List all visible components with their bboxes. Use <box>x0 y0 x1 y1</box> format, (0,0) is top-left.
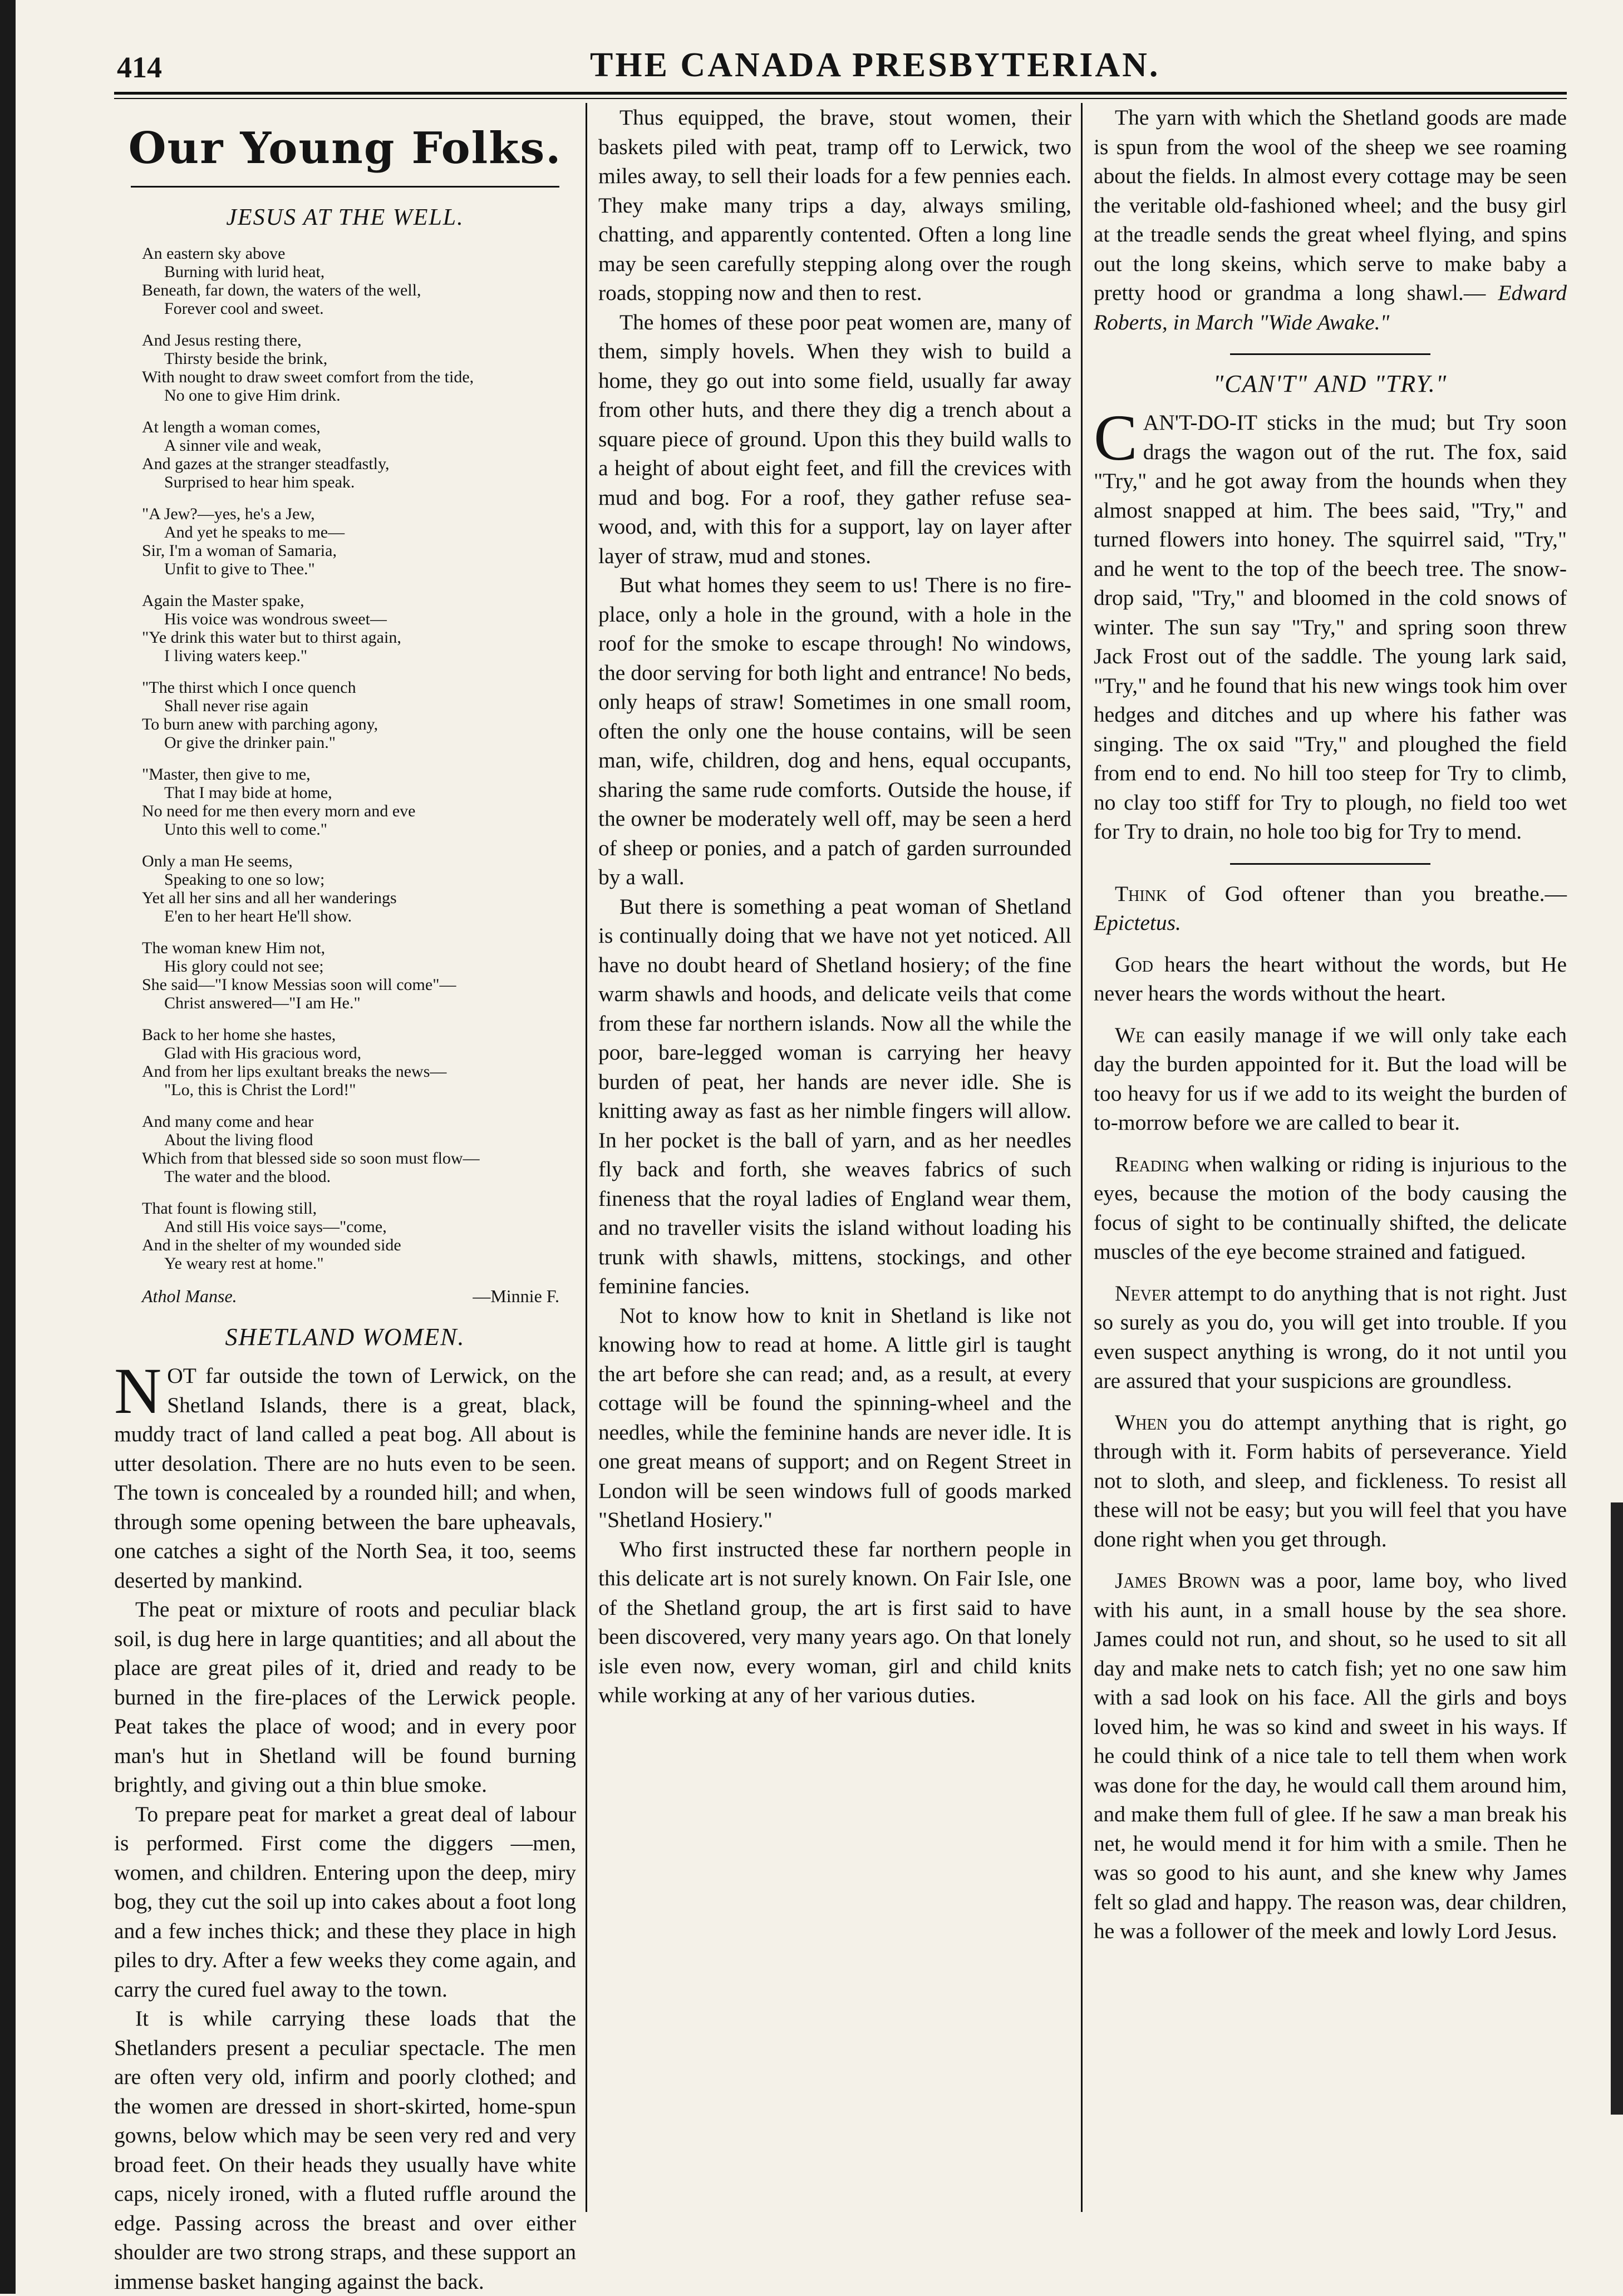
poem-stanza <box>142 592 576 665</box>
section-title: Our Young Folks. <box>128 123 562 174</box>
poem-line: Thirsty beside the brink, <box>164 349 328 368</box>
poem-line: Back to her home she hastes, <box>142 1026 336 1044</box>
drop-cap: N <box>114 1354 162 1427</box>
maxim-lead: James Brown <box>1115 1568 1240 1593</box>
column-rule-2 <box>1081 103 1083 2212</box>
poem-line: That fount is flowing still, <box>142 1199 317 1218</box>
poem-stanza <box>142 418 576 491</box>
poem-line: And yet he speaks to me— <box>164 523 345 541</box>
poem-line: His voice was wondrous sweet— <box>164 610 387 628</box>
poem-stanza <box>142 1112 576 1186</box>
paragraph: But what homes they seem to us! There is no fire-place, only a hole in the ground, with a hole in the roof for the smoke to escape through! No windows, the door serving for both light and entrance! No beds, only heaps of straw! Sometimes in one small room, often the only one the house contains, will be seen man, wife, children, dog and hens, equal occupants, sharing the same rude comforts. Outside the house, if the owner be moderately well off, may be seen a herd of sheep or ponies, and a patch of garden surrounded by a wall. <box>598 573 1071 889</box>
poem-place: Athol Manse. <box>142 1286 237 1306</box>
article-title-shetland: SHETLAND WOMEN. <box>225 1323 465 1351</box>
poem-line: Again the Master spake, <box>142 592 304 610</box>
maxim-lead: God <box>1115 952 1153 977</box>
poem-line: Sir, I'm a woman of Samaria, <box>142 541 337 560</box>
poem-line: "A Jew?—yes, he's a Jew, <box>142 505 315 523</box>
journal-title: THE CANADA PRESBYTERIAN. <box>590 46 1160 84</box>
drop-cap: C <box>1094 401 1138 474</box>
page-number: 414 <box>117 51 162 84</box>
poem-line: The water and the blood. <box>164 1167 331 1186</box>
article-attribution: Edward Roberts, in March "Wide Awake." <box>1094 280 1567 334</box>
poem-line: Ye weary rest at home." <box>164 1254 324 1273</box>
paragraph: The yarn with which the Shetland goods are made is spun from the wool of the sheep we see roaming about the fields. In almost every cottage may be seen the veritable old-fashioned wheel; and the busy girl at the treadle sends the great wheel flying, and spins out the long skeins, which serve to make baby a pretty hood or grandma a long shawl.— Edward Roberts, in March "Wide Awake." <box>1094 105 1567 334</box>
paragraph: Who first instructed these far northern people in this delicate art is not surely known. On Fair Isle, one of the Shetland group, the art is first said to have been discovered, very many years ago. On that lonely isle even now, every woman, girl and child knits while working at any of her various duties. <box>598 1536 1071 1707</box>
poem-line: With nought to draw sweet comfort from the tide, <box>142 368 474 386</box>
poem-stanza <box>142 1199 576 1273</box>
maxim-lead: When <box>1115 1410 1168 1435</box>
paragraph: To prepare peat for market a great deal of labour is performed. First come the diggers —men, women, and children. Entering upon the deep, miry bog, they cut the soil up into cakes about a foot long and a few inches thick; and these they place in high piles to dry. After a few weeks they come again, and carry the cured fuel away to the town. <box>114 1801 576 2002</box>
column-1 <box>114 103 576 2294</box>
paragraph: But there is something a peat woman of Shetland is continually doing that we have not yet noticed. All have no doubt heard of Shetland hosiery; of the fine warm shawls and hoods, and delicate veils that come from these far northern islands. Now all the while the poor, bare-legged woman is carrying her heavy burden of peat, her hands are never idle. She is knitting away as fast as her nimble fingers will allow. In her pocket is the ball of yarn, and as her needles fly back and forth, she weaves fabrics of such fineness that the royal ladies of England wear them, and no traveller visits the island without loading his trunk with shawls, mittens, stockings, and other feminine fancies. <box>598 894 1071 1298</box>
paragraph: Thus equipped, the brave, stout women, their baskets piled with peat, tramp off to Lerwick, two miles away, to sell their loads for a few pennies each. They make many trips a day, always smiling, chatting, and apparently contented. Often a long line may be seen carefully stepping along over the rough roads, stopping now and then to rest. <box>598 105 1071 305</box>
section-divider <box>1230 863 1430 865</box>
poem-stanza <box>142 678 576 752</box>
section-rule <box>131 186 559 188</box>
poem-line: E'en to her heart He'll show. <box>164 907 352 925</box>
poem-line: And still His voice says—"come, <box>164 1218 387 1236</box>
maxim-paragraph: Never attempt to do anything that is not right. Just so surely as you do, you will get into trouble. If you even suspect anything is wrong, do it not until you are assured that your suspicions are groundless. <box>1094 1280 1567 1393</box>
poem-line: And in the shelter of my wounded side <box>142 1236 401 1254</box>
poem-line: Beneath, far down, the waters of the well, <box>142 281 421 299</box>
poem-signoff <box>114 1286 576 1310</box>
poem-line: His glory could not see; <box>164 957 324 975</box>
poem-line: "Ye drink this water but to thirst again, <box>142 628 401 647</box>
poem-stanza <box>142 331 576 405</box>
poem-line: And gazes at the stranger steadfastly, <box>142 455 390 473</box>
paragraph: CAN'T-DO-IT sticks in the mud; but Try soon drags the wagon out of the rut. The fox, said "Try," and he got away from the hounds when they almost snapped at him. The bees said, "Try," and turned flowers into honey. The squirrel said, "Try," and he went to the top of the beech tree. The snow-drop said, "Try," and bloomed in the cold snows of winter. The sun say "Try," and spring soon threw Jack Frost out of the saddle. The young lark said, "Try," and he found that his new wings took him over hedges and ditches and up where his father was singing. The ox said "Try," and ploughed the field from end to end. No hill too steep for Try to climb, no clay too stiff for Try to plough, no field too wet for Try to drain, no hole too big for Try to mend. <box>1094 401 1567 844</box>
poem-line: Shall never rise again <box>164 697 309 715</box>
maxim-paragraph: Reading when walking or riding is injurious to the eyes, because the motion of the body causing the focus of sight to be continually shifted, the delicate muscles of the eye become strained and fatigued. <box>1094 1151 1567 1264</box>
paragraph: The homes of these poor peat women are, many of them, simply hovels. When they wish to build a home, they go out into some field, usually far away from other huts, and there they dig a trench about a square piece of ground. Upon this they build walls to a height of about eight feet, and fill the crevices with mud and bog. For a roof, they gather refuse sea-wood, and, with this for a support, lay on layer after layer of straw, mud and stones. <box>598 309 1071 568</box>
poem-line: And Jesus resting there, <box>142 331 302 349</box>
poem-line: The woman knew Him not, <box>142 939 326 957</box>
maxim-lead: Never <box>1115 1280 1172 1305</box>
header-rule-thin <box>114 98 1567 99</box>
column-2 <box>598 103 1071 2212</box>
page-edge-shadow <box>1611 1502 1623 2115</box>
poem-line: No one to give Him drink. <box>164 386 341 405</box>
maxim-paragraph: We can easily manage if we will only take each day the burden appointed for it. But the load will be too heavy for us if we add to its weight the burden of to-morrow before we are called to bear it. <box>1094 1022 1567 1135</box>
poem-line: And from her lips exultant breaks the news— <box>142 1062 447 1081</box>
maxim-paragraph: Think of God oftener than you breathe.—Epictetus. <box>1094 881 1567 935</box>
poem-stanza <box>142 852 576 925</box>
maxim-lead: Think <box>1115 881 1168 906</box>
page-header <box>117 46 1564 96</box>
section-divider <box>1230 353 1430 355</box>
poem-body <box>114 244 576 1273</box>
poem-line: At length a woman comes, <box>142 418 321 436</box>
poem-line: Speaking to one so low; <box>164 870 325 889</box>
poem-line: "The thirst which I once quench <box>142 678 356 697</box>
poem-line: An eastern sky above <box>142 244 286 263</box>
poem-line: A sinner vile and weak, <box>164 436 322 455</box>
poem-line: Unfit to give to Thee." <box>164 560 315 578</box>
poem-line: And many come and hear <box>142 1112 314 1131</box>
poem-line: Surprised to hear him speak. <box>164 473 355 491</box>
paragraph: NOT far outside the town of Lerwick, on the Shetland Islands, there is a great, black, muddy tract of land called a peat bog. All about is utter desolation. There are no huts even to be seen. The town is concealed by a rounded hill; and when, through some opening between the bare upheavals, one catches a sight of the North Sea, it too, seems deserted by mankind. <box>114 1354 576 1593</box>
page-binding-edge <box>0 0 16 2294</box>
maxim-lead: Reading <box>1115 1151 1189 1176</box>
maxim-lead: We <box>1115 1022 1145 1047</box>
poem-line: To burn anew with parching agony, <box>142 715 378 733</box>
poem-line: That I may bide at home, <box>164 784 332 802</box>
paragraph: The peat or mixture of roots and peculiar black soil, is dug here in large quantities; and all about the place are great piles of it, dried and ready to be burned in the fire-places of the Lerwick people. Peat takes the place of wood; and in every poor man's hut in Shetland will be found burning brightly, and giving out a thin blue smoke. <box>114 1597 576 1797</box>
column-3 <box>1094 103 1567 2212</box>
poem-line: Christ answered—"I am He." <box>164 994 361 1012</box>
poem-line: Unto this well to come." <box>164 820 328 839</box>
maxim-paragraph: God hears the heart without the words, but He never hears the words without the heart. <box>1094 952 1567 1006</box>
poem-line: Only a man He seems, <box>142 852 293 870</box>
poem-line: About the living flood <box>164 1131 313 1149</box>
paragraph: Not to know how to knit in Shetland is like not knowing how to read at home. A little girl is taught the art before she can read; and, as a result, at every cottage will be found the spinning-wheel and the needles, while the feminine hands are never idle. It is one great means of support; and on Regent Street in London will be seen windows full of goods marked "Shetland Hosiery." <box>598 1303 1071 1532</box>
poem-stanza <box>142 1026 576 1099</box>
poem-line: Or give the drinker pain." <box>164 733 336 752</box>
article-title-cant-try: "CAN'T" AND "TRY." <box>1213 370 1448 397</box>
poem-line: Forever cool and sweet. <box>164 299 324 318</box>
poem-line: No need for me then every morn and eve <box>142 802 416 820</box>
poem-line: I living waters keep." <box>164 647 308 665</box>
poem-stanza <box>142 505 576 578</box>
poem-stanza <box>142 765 576 839</box>
header-rule <box>114 92 1567 95</box>
poem-line: Burning with lurid heat, <box>164 263 325 281</box>
paragraph: It is while carrying these loads that the Shetlanders present a peculiar spectacle. The men are often very old, infirm and poorly clothed; and the women are dressed in short-skirted, home-spun gowns, below which may be seen very red and very broad feet. On their heads they usually have white caps, nicely ironed, with a fluted ruffle around the edge. Passing across the breast and over either shoulder are two strong straps, and these support an immense basket hanging against the back. <box>114 2006 576 2294</box>
poem-line: She said—"I know Messias soon will come"— <box>142 975 456 994</box>
maxim-attribution: Epictetus. <box>1094 910 1181 935</box>
poem-line: Yet all her sins and all her wanderings <box>142 889 397 907</box>
maxims-list <box>1094 879 1567 1946</box>
poem-title: JESUS AT THE WELL. <box>226 205 464 230</box>
poem-stanza <box>142 939 576 1012</box>
poem-stanza <box>142 244 576 318</box>
maxim-paragraph: When you do attempt anything that is right, go through with it. Form habits of perseverance. Yield not to sloth, and sleep, and fickleness. To resist all these will not be easy; but you will feel that you have done right when you get through. <box>1094 1410 1567 1551</box>
poem-line: "Lo, this is Christ the Lord!" <box>164 1081 356 1099</box>
poem-line: Glad with His gracious word, <box>164 1044 362 1062</box>
poem-line: "Master, then give to me, <box>142 765 311 784</box>
column-rule-1 <box>586 103 587 2212</box>
maxim-paragraph: James Brown was a poor, lame boy, who lived with his aunt, in a small house by the sea shore. James could not run, and shout, so he used to sit all day and make nets to catch fish; yet no one saw him with a sad look on his face. All the girls and boys loved him, he was so kind and sweet in his ways. If he could think of a nice tale to tell them when work was done for the day, he would call them around him, and make them full of glee. If he saw a man break his net, he would mend it for him with a smile. Then he was so good to his aunt, and she knew why James felt so glad and happy. The reason was, dear children, he was a follower of the meek and lowly Lord Jesus. <box>1094 1568 1567 1943</box>
poem-line: Which from that blessed side so soon must flow— <box>142 1149 480 1167</box>
poem-author: —Minnie F. <box>473 1286 559 1306</box>
